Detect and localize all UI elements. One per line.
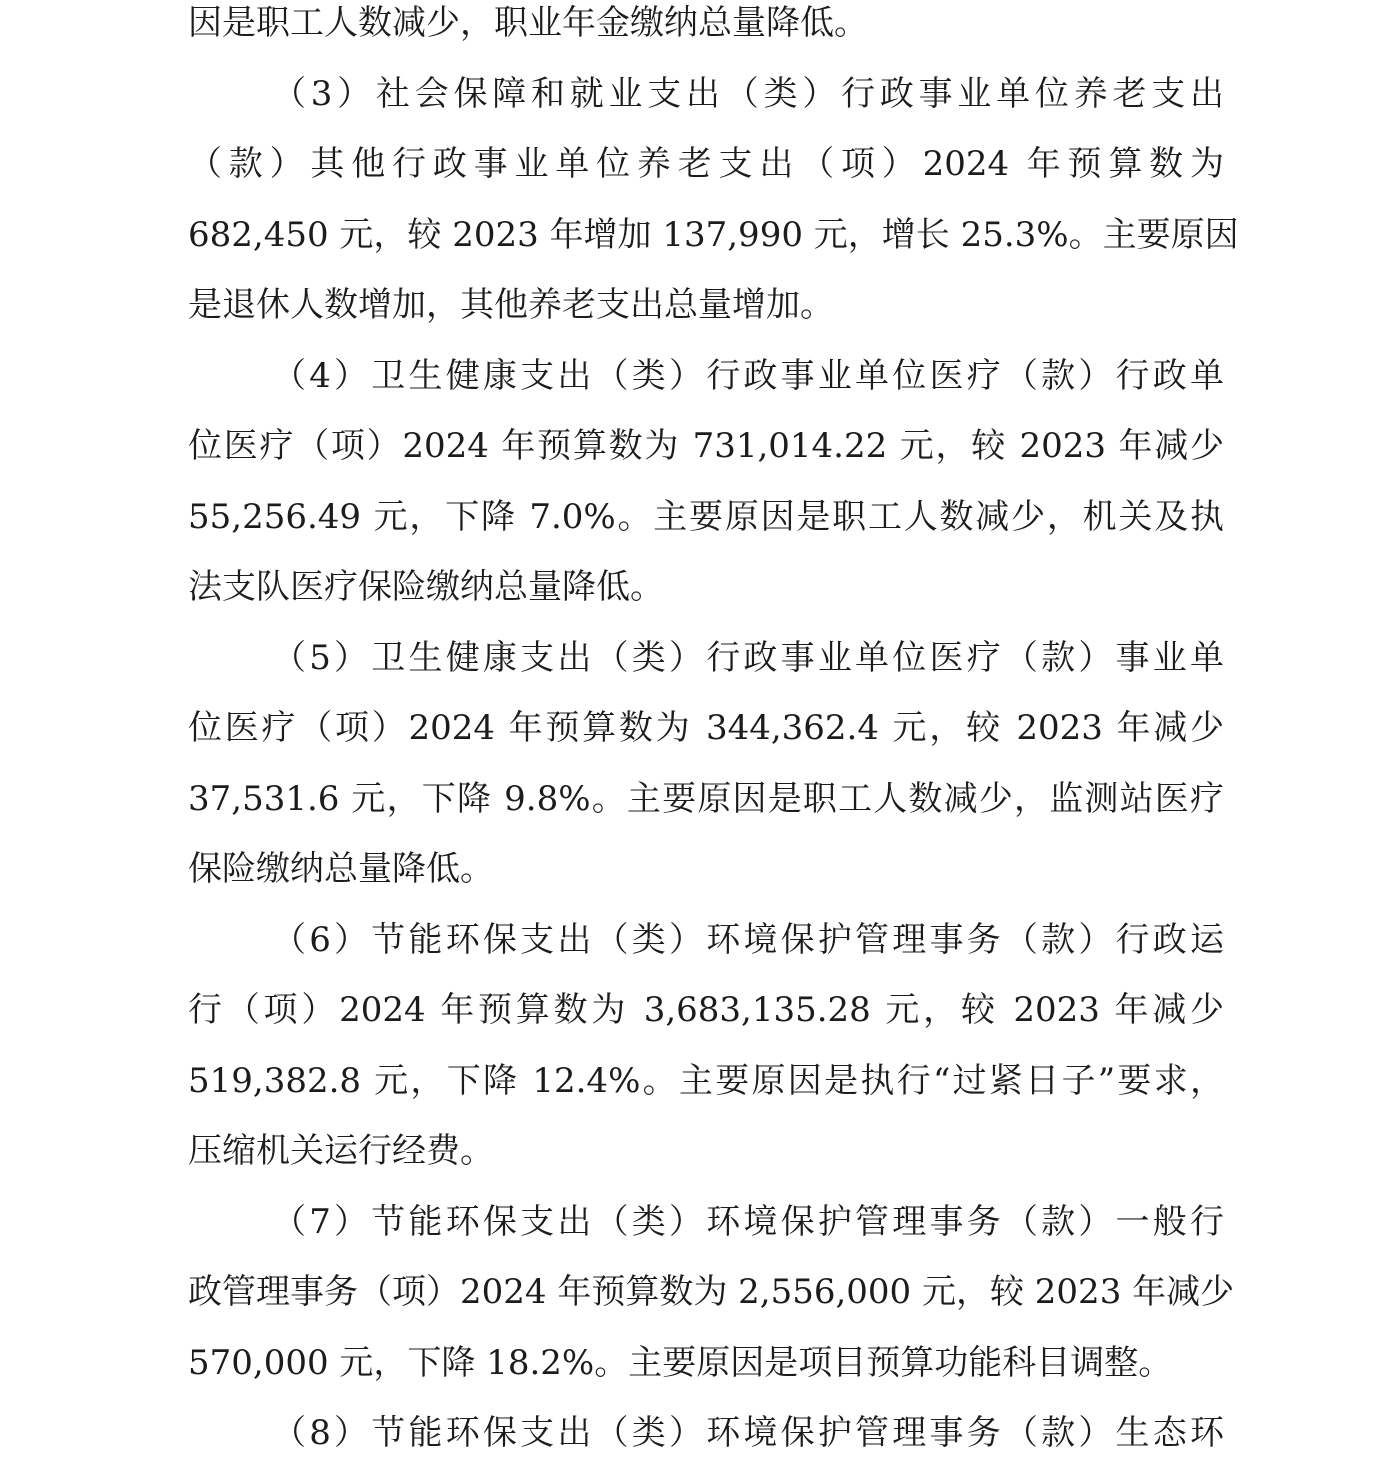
text-line-21: （8）节能环保支出（类）环境保护管理事务（款）生态环 xyxy=(272,1413,1224,1453)
text-line-12: 37,531.6 元，下降 9.8%。主要原因是职工人数减少，监测站医疗 xyxy=(188,778,1224,819)
text-line-5: 是退休人数增加，其他养老支出总量增加。 xyxy=(188,285,834,325)
text-line-19: 政管理事务（项）2024 年预算数为 2,556,000 元，较 2023 年减少 xyxy=(188,1272,1235,1312)
text-line-8: 55,256.49 元，下降 7.0%。主要原因是职工人数减少，机关及执 xyxy=(188,496,1224,537)
text-line-3: （款）其他行政事业单位养老支出（项）2024 年预算数为 xyxy=(188,144,1224,184)
text-line-16: 519,382.8 元，下降 12.4%。主要原因是执行“过紧日子”要求， xyxy=(188,1060,1224,1101)
text-line-18: （7）节能环保支出（类）环境保护管理事务（款）一般行 xyxy=(272,1201,1224,1242)
text-line-4: 682,450 元，较 2023 年增加 137,990 元，增长 25.3%。主要原因 xyxy=(188,214,1239,255)
text-line-11: 位医疗（项）2024 年预算数为 344,362.4 元，较 2023 年减少 xyxy=(188,708,1224,748)
text-line-9: 法支队医疗保险缴纳总量降低。 xyxy=(188,567,664,607)
document-page xyxy=(188,0,1239,1469)
text-line-10: （5）卫生健康支出（类）行政事业单位医疗（款）事业单 xyxy=(272,637,1224,678)
text-line-14: （6）节能环保支出（类）环境保护管理事务（款）行政运 xyxy=(272,919,1224,960)
text-line-2: （3）社会保障和就业支出（类）行政事业单位养老支出 xyxy=(272,73,1224,114)
text-line-6: （4）卫生健康支出（类）行政事业单位医疗（款）行政单 xyxy=(272,355,1224,396)
text-line-1: 因是职工人数减少，职业年金缴纳总量降低。 xyxy=(188,3,868,43)
text-line-13: 保险缴纳总量降低。 xyxy=(188,849,494,889)
text-line-17: 压缩机关运行经费。 xyxy=(188,1131,494,1171)
text-line-15: 行（项）2024 年预算数为 3,683,135.28 元，较 2023 年减少 xyxy=(188,990,1224,1030)
text-line-20: 570,000 元，下降 18.2%。主要原因是项目预算功能科目调整。 xyxy=(188,1342,1173,1383)
text-line-7: 位医疗（项）2024 年预算数为 731,014.22 元，较 2023 年减少 xyxy=(188,426,1224,466)
